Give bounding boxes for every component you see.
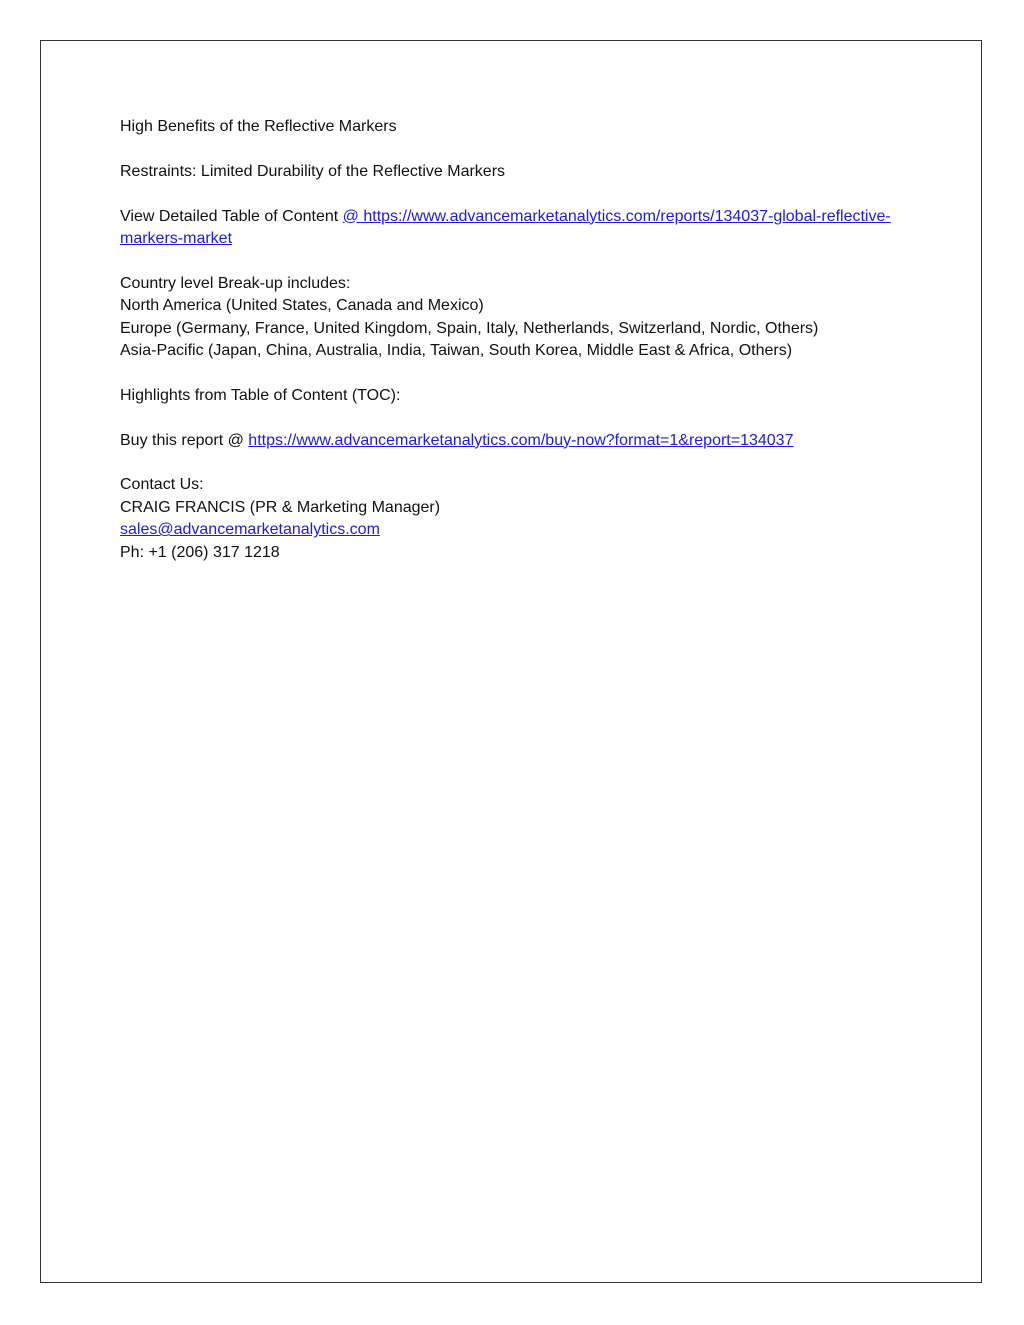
- region-europe: Europe (Germany, France, United Kingdom, Spain, Italy, Netherlands, Switzerland, Nordic, Others): [120, 319, 819, 337]
- contact-email-link[interactable]: sales@advancemarketanalytics.com: [120, 521, 380, 539]
- country-breakup-heading: Country level Break-up includes:: [120, 274, 351, 292]
- restraints-line: Restraints: Limited Durability of the Reflective Markers: [120, 162, 506, 180]
- toc-prefix: View Detailed Table of Content: [120, 207, 343, 225]
- buy-paragraph: [120, 430, 900, 452]
- region-asia-pacific: Asia-Pacific (Japan, China, Australia, India, Taiwan, South Korea, Middle East & Africa, Others): [120, 342, 793, 360]
- highlights-paragraph: [120, 385, 900, 407]
- buy-link[interactable]: https://www.advancemarketanalytics.com/buy-now?format=1&report=134037: [248, 431, 794, 449]
- contact-paragraph: [120, 474, 900, 564]
- country-breakup-paragraph: [120, 273, 900, 363]
- benefits-paragraph: [120, 116, 900, 138]
- document-body: [120, 116, 900, 586]
- contact-phone: Ph: +1 (206) 317 1218: [120, 543, 280, 561]
- buy-prefix: Buy this report @: [120, 431, 249, 449]
- contact-email-line: [120, 519, 900, 541]
- contact-heading: Contact Us:: [120, 476, 204, 494]
- restraints-paragraph: [120, 161, 900, 183]
- region-north-america: North America (United States, Canada and Mexico): [120, 297, 484, 315]
- contact-name: CRAIG FRANCIS (PR & Marketing Manager): [120, 498, 441, 516]
- buy-line: [120, 430, 900, 452]
- highlights-line: Highlights from Table of Content (TOC):: [120, 386, 401, 404]
- toc-paragraph: [120, 206, 900, 251]
- toc-link[interactable]: @ https://www.advancemarketanalytics.com/reports/134037-global-reflective-markers-market: [120, 207, 891, 247]
- benefits-line: High Benefits of the Reflective Markers: [120, 118, 397, 135]
